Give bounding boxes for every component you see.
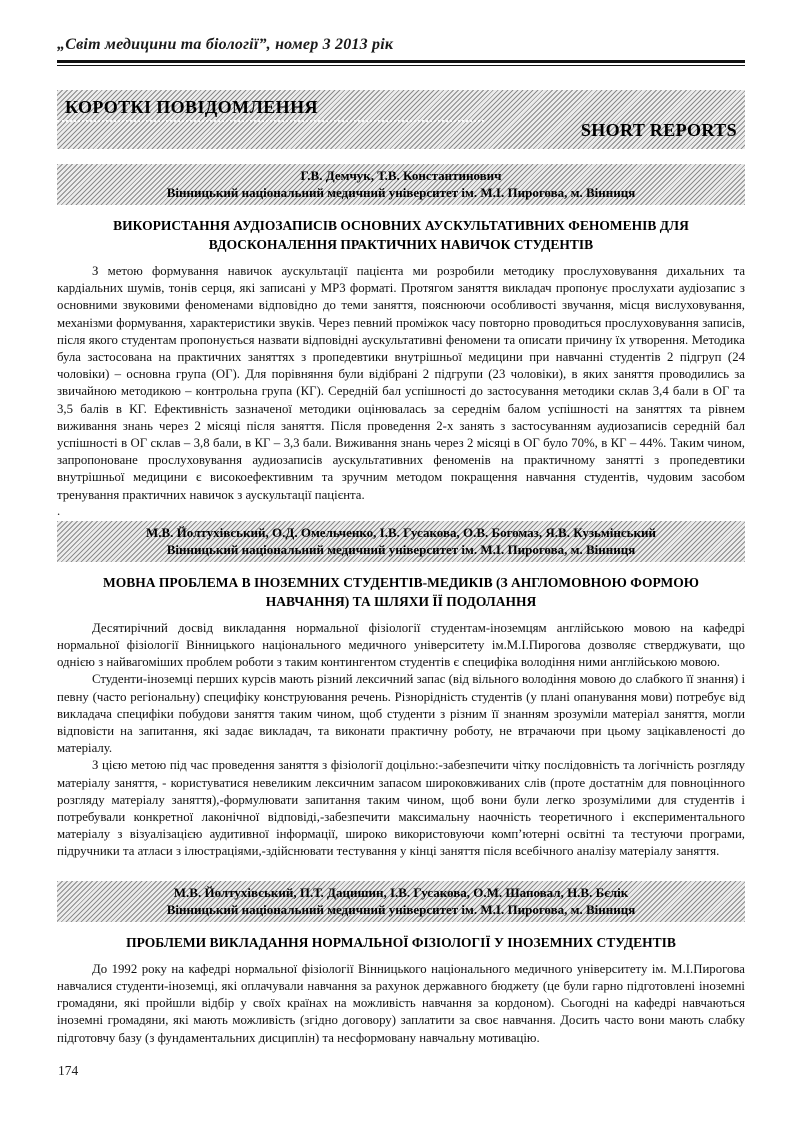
article-authors: М.В. Йолтухівський, П.Т. Дацишин, І.В. Гусакова, О.М. Шаповал, Н.В. Бєлік: [173, 884, 629, 900]
article-title: ПРОБЛЕМИ ВИКЛАДАННЯ НОРМАЛЬНОЇ ФІЗІОЛОГІЇ У ІНОЗЕМНИХ СТУДЕНТІВ: [126, 934, 676, 950]
article-affiliation: Вінницький національний медичний університет ім. М.І. Пирогова, м. Вінниця: [166, 541, 636, 557]
article-1: [57, 164, 745, 504]
header-rule-thin: [57, 65, 745, 66]
article-title: ВИКОРИСТАННЯ АУДІОЗАПИСІВ ОСНОВНИХ АУСКУЛЬТАТИВНИХ ФЕНОМЕНІВ ДЛЯ ВДОСКОНАЛЕННЯ ПРАКТИЧНИХ НАВИЧОК СТУДЕНТІВ: [113, 218, 689, 252]
article-3-authors-block: [57, 881, 745, 922]
section-banner: [57, 90, 745, 149]
article-paragraph: З метою формування навичок аускультації пацієнта ми розробили методику прослуховування дихальних та кардіальних шумів, тонів серця, які записані у МР3 форматі. Протягом заняття викладач пропонує прослухати аудіозапис з основними звуковими феноменами відповідно до теми заняття, пояснюючи особливості звучання, місця вислуховування, механізми формування, характеристики звуків. Через певний проміжок часу повторно проводиться прослуховування записів, після якого студентам пропонується назвати відповідні аускультативні феномени та описати причину їх утворення. Методика була застосована на практичних заняттях з пропедевтики внутрішньої медицини при навчанні студентів 2 підгруп (24 чоловіки) – основна група (ОГ). Для порівняння були відібрані 2 підгрупи (23 чоловіки), в яких заняття проводились за звичайною методикою – контрольна група (КГ). Середній бал успішності до застосування методики склав 3,4 бали в ОГ та 3,5 балів в КГ. Ефективність зазначеної методики оцінювалась за середнім балом успішності на заняттях та рівнем виживання знань через 2 місяці після заняття. Після проведення 2-х занять з застосуванням аудиозаписів середній бал успішності в ОГ склав – 3,8 бали, в КГ – 3,3 бали. Виживання знань через 2 місяці в ОГ було 70%, в КГ – 44%. Таким чином, запропоноване прослуховування аудиозаписів аускультативних феноменів на практичному занятті з пропедевтики внутрішньої медицини є високоефективним та зручним методом покращення навчання студентів, чудовим засобом тренування практичних навичок з аускультації пацієнта.: [57, 264, 745, 502]
page-number: 174: [58, 1063, 79, 1078]
article-2-authors-block: [57, 521, 745, 562]
article-paragraph: Десятирічний досвід викладання нормальної фізіології студентам-іноземцям англійською мовою на кафедрі нормальної фізіології Вінницького національного медичного університету ім.М.І.Пирогова дозволяє стверджувати, що однією з найвагоміших проблем роботи з таким контингентом студентів є специфіка володіння ними англійською мовою.: [57, 620, 745, 670]
journal-running-head: „Світ медицини та біології”, номер 3 2013 рік: [57, 36, 394, 53]
article-authors: М.В. Йолтухівський, О.Д. Омельченко, І.В. Гусакова, О.В. Богомаз, Я.В. Кузьмінський: [145, 524, 656, 540]
article-3: [57, 881, 745, 1047]
stray-dot: .: [57, 503, 61, 518]
header-rule-thick: [57, 60, 745, 63]
article-authors: Г.В. Демчук, Т.В. Константинович: [300, 168, 502, 183]
banner-divider: [57, 120, 484, 122]
article-affiliation: Вінницький національний медичний університет ім. М.І. Пирогова, м. Вінниця: [166, 901, 636, 917]
article-1-authors-block: [57, 164, 745, 205]
article-2: [57, 521, 745, 861]
banner-title-ukrainian: КОРОТКІ ПОВІДОМЛЕННЯ: [65, 97, 318, 117]
article-paragraph: Студенти-іноземці перших курсів мають різний лексичний запас (від вільного володіння мовою до слабкого її знання) і певну (часто регіональну) специфіку конструювання речень. Різнорідність студентів (у плані опанування мови) потребує від викладача специфіки побудови заняття таким чином, щоб студенти з різним її знанням зрозуміли матеріал заняття, могли відповісти на запитання, які задає викладач, та виконати практичну роботу, не втрачаючи при цьому зацікавленості до матеріалу.: [57, 672, 745, 756]
article-title: МОВНА ПРОБЛЕМА В ІНОЗЕМНИХ СТУДЕНТІВ-МЕДИКІВ (З АНГЛОМОВНОЮ ФОРМОЮ НАВЧАННЯ) ТА ШЛЯХИ ЇЇ ПОДОЛАННЯ: [103, 574, 699, 609]
banner-title-english: SHORT REPORTS: [580, 120, 737, 140]
article-paragraph: До 1992 року на кафедрі нормальної фізіології Вінницького національного медичного університету ім. М.І.Пирогова навчалися студенти-іноземці, які оплачували навчання за рахунок державного бюджету (це були гарно підготовлені іноземні громадяни, які пройшли відбір у своїх країнах на можливість навчання за кордоном). Сьогодні на кафедрі навчаються іноземні громадяни, які мають можливість (згідно договору) заплатити за своє навчання. Досить часто вони мають слабку підготовчу базу (з фундаментальних дисциплін) та несформовану навчальну мотивацію.: [57, 961, 745, 1045]
article-paragraph: З цією метою під час проведення заняття з фізіології доцільно:-забезпечити чітку послідовність та логічність розгляду матеріалу заняття, - користуватися невеликим лексичним запасом широковживаних слів (проте достатнім для повноцінного розгляду матеріалу заняття),-формулювати запитання таким чином, щоб вони були легко зрозумілими для студентів і потребували конкретної лаконічної відповіді,-забезпечити максимальну наочність теоретичного і експериментального матеріалу з візуалізацією аудитивної інформації, широко використовуючи комп’ютерні освітні та тестуючи програми, підручники та атласи з ілюстраціями,-здійснювати тестування у кінці заняття після всебічного аналізу матеріалу заняття.: [57, 758, 745, 859]
article-affiliation: Вінницький національний медичний університет ім. М.І. Пирогова, м. Вінниця: [166, 185, 636, 200]
